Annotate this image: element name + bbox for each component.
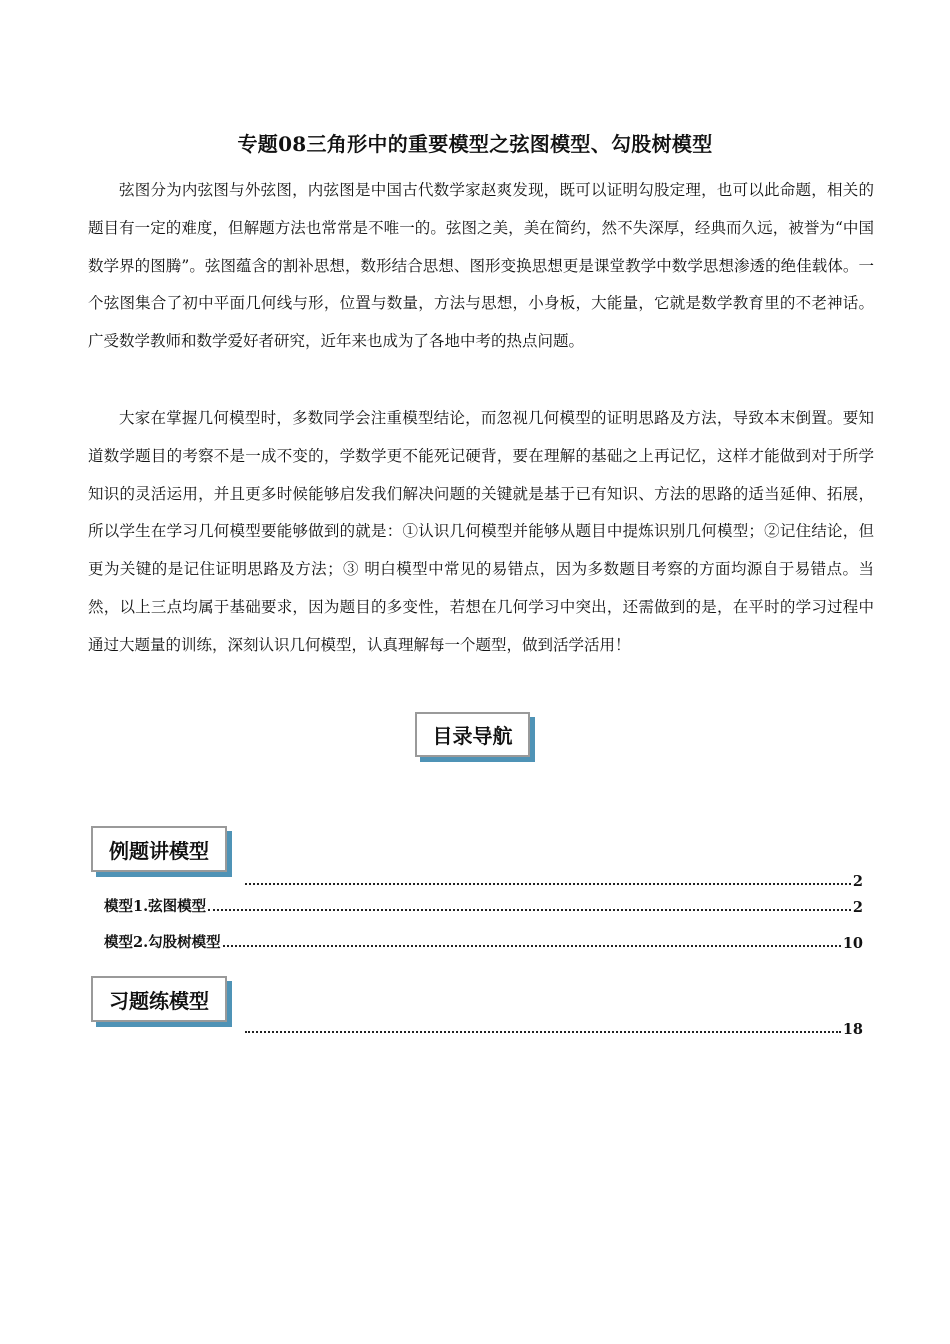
toc-entry-label: 模型1.弦图模型 bbox=[104, 898, 207, 915]
toc-entry-model-2[interactable] bbox=[104, 932, 863, 952]
toc-page-number: 2 bbox=[852, 899, 863, 916]
toc-navigation-badge: 目录导航 bbox=[415, 712, 530, 757]
toc-entry-examples[interactable] bbox=[243, 870, 863, 890]
toc-leader-dots bbox=[245, 883, 851, 885]
toc-leader-dots bbox=[208, 909, 851, 911]
toc-page-number: 18 bbox=[842, 1021, 863, 1038]
intro-paragraph-1: 弦图分为内弦图与外弦图，内弦图是中国古代数学家赵爽发现，既可以证明勾股定理，也可以此命题，相关的题目有一定的难度，但解题方法也常常是不唯一的。弦图之美，美在简约，然不失深厚，经典而久远，被誉为“中国数学界的图腾”。弦图蕴含的割补思想，数形结合思想、图形变换思想更是课堂教学中数学思想渗透的绝佳载体。一个弦图集合了初中平面几何线与形，位置与数量，方法与思想，小身板，大能量，它就是数学教育里的不老神话。广受数学教师和数学爱好者研究，近年来也成为了各地中考的热点问题。 bbox=[88, 181, 874, 351]
document-title: 专题08三角形中的重要模型之弦图模型、勾股树模型 bbox=[237, 132, 713, 156]
toc-page-number: 2 bbox=[852, 873, 863, 890]
section-badge-practice: 习题练模型 bbox=[91, 976, 227, 1022]
toc-entry-model-1[interactable] bbox=[104, 896, 863, 916]
toc-entry-label: 模型2.勾股树模型 bbox=[104, 934, 221, 951]
toc-leader-dots bbox=[223, 945, 841, 947]
toc-entry-practice[interactable] bbox=[243, 1018, 863, 1038]
section-badge-examples: 例题讲模型 bbox=[91, 826, 227, 872]
toc-leader-dots bbox=[245, 1031, 841, 1033]
toc-page-number: 10 bbox=[842, 935, 863, 952]
intro-paragraph-2: 大家在掌握几何模型时，多数同学会注重模型结论，而忽视几何模型的证明思路及方法，导致本末倒置。要知道数学题目的考察不是一成不变的，学数学更不能死记硬背，要在理解的基础之上再记忆，这样才能做到对于所学知识的灵活运用，并且更多时候能够启发我们解决问题的关键就是基于已有知识、方法的思路的适当延伸、拓展，所以学生在学习几何模型要能够做到的就是：①认识几何模型并能够从题目中提炼识别几何模型；②记住结论，但更为关键的是记住证明思路及方法；③ 明白模型中常见的易错点，因为多数题目考察的方面均源自于易错点。当然，以上三点均属于基础要求，因为题目的多变性，若想在几何学习中突出，还需做到的是，在平时的学习过程中通过大题量的训练，深刻认识几何模型，认真理解每一个题型，做到活学活用！ bbox=[88, 409, 874, 654]
